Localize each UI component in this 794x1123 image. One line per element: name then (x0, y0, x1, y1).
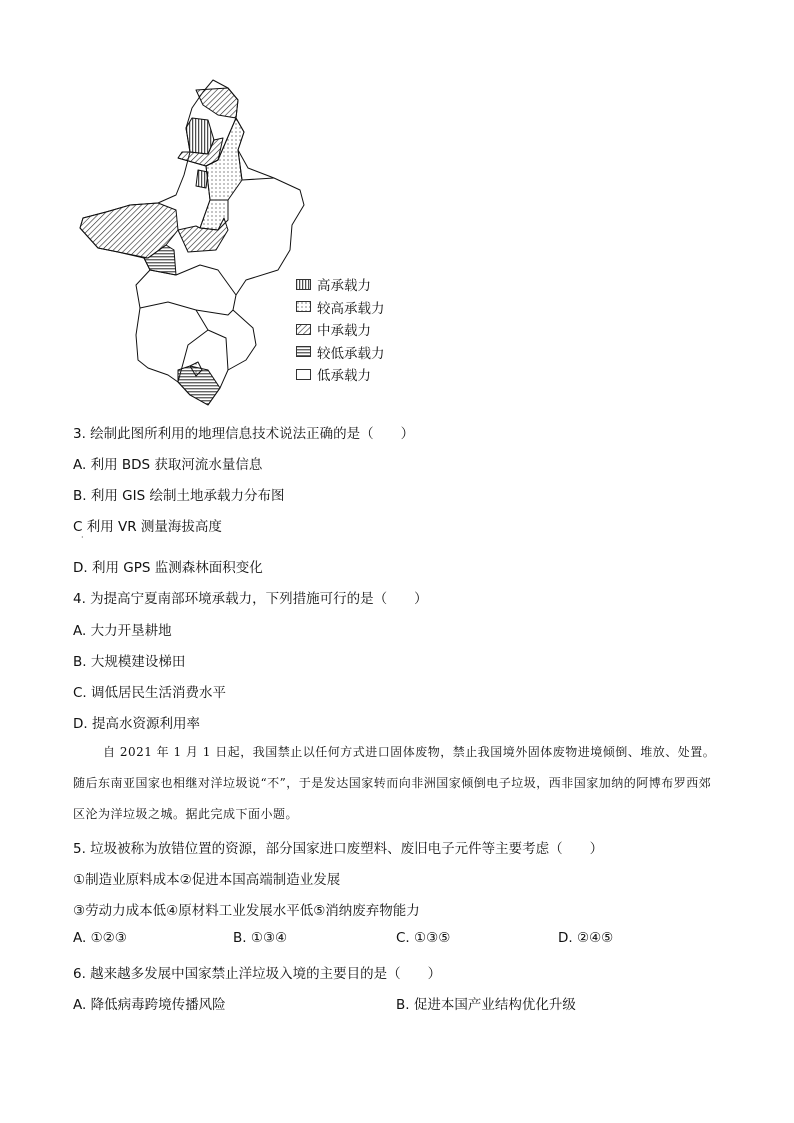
question-4-option-b: B. 大规模建设梯田 (73, 654, 186, 670)
legend-item-relatively-low (296, 341, 385, 364)
ningxia-map (78, 70, 318, 410)
legend-label: 低承载力 (317, 368, 371, 385)
question-6-option-b: B. 促进本国产业结构优化升级 (396, 997, 576, 1013)
question-4-option-d: D. 提高水资源利用率 (73, 716, 200, 732)
question-4-stem: 4. 为提高宁夏南部环境承载力，下列措施可行的是（ ） (73, 591, 428, 607)
horizontal-hatch-swatch-icon (296, 346, 311, 357)
question-5-option-a: A. ①②③ (73, 930, 127, 946)
question-4-option-a: A. 大力开垦耕地 (73, 623, 172, 639)
legend-item-relatively-high (296, 296, 385, 319)
stray-dot: · (81, 533, 84, 542)
question-3-stem: 3. 绘制此图所利用的地理信息技术说法正确的是（ ） (73, 426, 415, 442)
question-5-option-b: B. ①③④ (233, 930, 288, 946)
legend-label: 较高承载力 (317, 300, 385, 317)
question-5-line-1: ①制造业原料成本②促进本国高端制造业发展 (73, 872, 341, 888)
reading-passage: 自 2021 年 1 月 1 日起，我国禁止以任何方式进口固体废物，禁止我国境外固体废物进境倾倒、堆放、处置。随后东南亚国家也相继对洋垃圾说“不”，于是发达国家转而向非洲国家倾倒电子垃圾，西非国家加纳的阿博布罗西郊区沦为洋垃圾之城。据此完成下面小题。 (73, 745, 716, 821)
question-4-option-c: C. 调低居民生活消费水平 (73, 685, 227, 701)
diagonal-hatch-swatch-icon (296, 324, 311, 335)
question-3-option-b: B. 利用 GIS 绘制土地承载力分布图 (73, 488, 285, 504)
legend-label: 高承载力 (317, 278, 371, 295)
question-3-option-c: C 利用 VR 测量海拔高度 (73, 519, 222, 535)
question-3-option-d: D. 利用 GPS 监测森林面积变化 (73, 560, 263, 576)
legend-label: 较低承载力 (317, 345, 385, 362)
map-legend (296, 273, 385, 386)
question-6-stem: 6. 越来越多发展中国家禁止洋垃圾入境的主要目的是（ ） (73, 966, 442, 982)
blank-swatch-icon (296, 369, 311, 380)
question-5-option-c: C. ①③⑤ (396, 930, 451, 946)
question-3-option-a: A. 利用 BDS 获取河流水量信息 (73, 457, 263, 473)
question-6-option-a: A. 降低病毒跨境传播风险 (73, 997, 226, 1013)
legend-label: 中承载力 (317, 323, 371, 340)
legend-item-medium (296, 318, 385, 341)
vertical-hatch-swatch-icon (296, 279, 311, 290)
legend-item-high (296, 273, 385, 296)
legend-item-low (296, 363, 385, 386)
question-5-option-d: D. ②④⑤ (558, 930, 614, 946)
question-5-line-2: ③劳动力成本低④原材料工业发展水平低⑤消纳废弃物能力 (73, 903, 420, 919)
dotted-swatch-icon (296, 301, 311, 312)
question-5-stem: 5. 垃圾被称为放错位置的资源，部分国家进口废塑料、废旧电子元件等主要考虑（ ） (73, 841, 604, 857)
